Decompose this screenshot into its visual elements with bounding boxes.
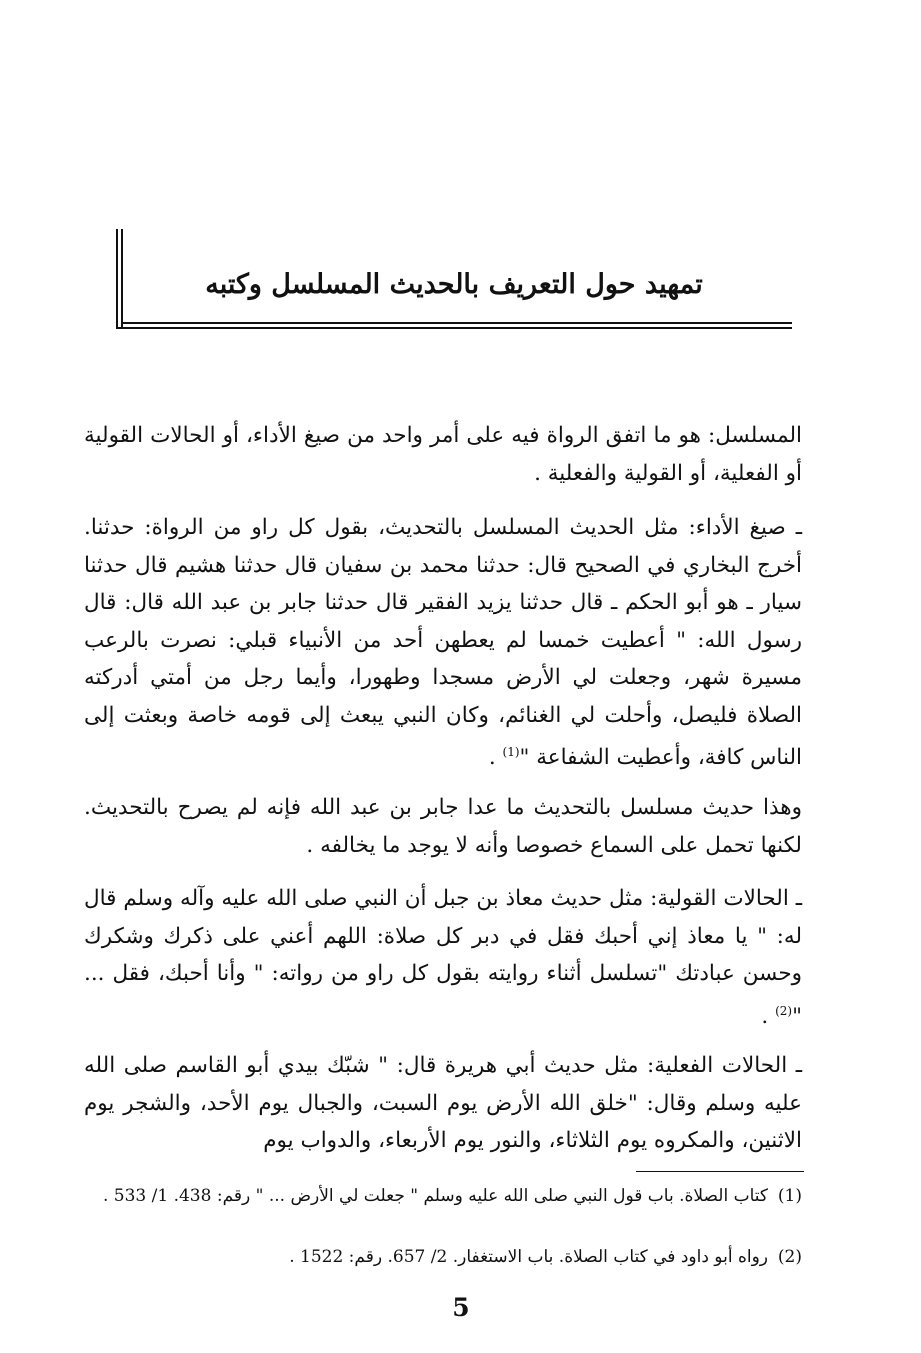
heading-border-bottom-inner xyxy=(121,322,792,324)
paragraph-definition xyxy=(84,417,802,492)
chapter-heading-box xyxy=(116,229,792,329)
footnote-ref-1: (1) xyxy=(502,745,520,759)
heading-border-left-inner xyxy=(121,229,123,329)
heading-border-left-outer xyxy=(116,229,118,329)
footnote-2-number: (2) xyxy=(777,1247,802,1267)
footnote-1-number: (1) xyxy=(777,1186,802,1206)
heading-border-bottom-outer xyxy=(116,327,792,329)
paragraph-forms-of-transmission xyxy=(84,509,802,777)
footnote-1-text: كتاب الصلاة. باب قول النبي صلى الله عليه وسلم " جعلت لي الأرض ... " رقم: 438. 1/ 533 . xyxy=(102,1186,768,1206)
paragraph-action-states xyxy=(84,1047,802,1160)
paragraph-action-text: ـ الحالات الفعلية: مثل حديث أبي هريرة قال: " شبّك بيدي أبو القاسم صلى الله عليه وسلم وقال: "خلق الله الأرض يوم السبت، والجبال يوم الأحد، والشجر يوم الاثنين، والمكروه يوم الثلاثاء، والنور يوم الأربعاء، والدواب يوم xyxy=(84,1053,802,1153)
paragraph-forms-text: ـ صيغ الأداء: مثل الحديث المسلسل بالتحديث، بقول كل راو من الرواة: حدثنا. أخرج البخاري في الصحيح قال: حدثنا محمد بن سفيان قال حدثنا هشيم قال حدثنا سيار ـ هو أبو الحكم ـ قال حدثنا يزيد الفقير قال حدثنا جابر بن عبد الله قال: قال رسول الله: " أعطيت خمسا لم يعطهن أحد من الأنبياء قبلي: نصرت بالرعب مسيرة شهر، وجعلت لي الأرض مسجدا وطهورا، وأيما رجل من أمتي أدركته الصلاة فليصل، وأحلت لي الغنائم، وكان النبي يبعث إلى قومه خاصة وبعثت إلى الناس كافة، وأعطيت الشفاعة " xyxy=(84,515,802,771)
paragraph-verbal-text: ـ الحالات القولية: مثل حديث معاذ بن جبل أن النبي صلى الله عليه وآله وسلم قال له: " يا معاذ إني أحبك فقل في دبر كل صلاة: اللهم أعني على ذكرك وشكرك وحسن عبادتك "تسلسل أثناء روايته بقول كل راو من رواته: " وأنا أحبك، فقل ... " xyxy=(84,886,802,1029)
footnote-1 xyxy=(84,1183,802,1210)
footnote-2 xyxy=(84,1244,802,1271)
paragraph-tahdith-note xyxy=(84,789,802,864)
page-number: 5 xyxy=(452,1293,470,1322)
chapter-title: تمهيد حول التعريف بالحديث المسلسل وكتبه xyxy=(205,269,703,300)
paragraph-verbal-end: . xyxy=(761,1003,776,1029)
paragraph-forms-end: . xyxy=(488,745,503,771)
paragraph-definition-text: المسلسل: هو ما اتفق الرواة فيه على أمر واحد من صيغ الأداء، أو الحالات القولية أو الفعلية، أو القولية والفعلية . xyxy=(84,423,802,486)
paragraph-tahdith-text: وهذا حديث مسلسل بالتحديث ما عدا جابر بن عبد الله فإنه لم يصرح بالتحديث. لكنها تحمل على السماع خصوصا وأنه لا يوجد ما يخالفه . xyxy=(84,795,802,858)
footnote-ref-2: (2) xyxy=(775,1003,793,1018)
footnote-separator xyxy=(636,1171,804,1172)
paragraph-verbal-states xyxy=(84,880,802,1035)
footnote-2-text: رواه أبو داود في كتاب الصلاة. باب الاستغفار. 2/ 657. رقم: 1522 . xyxy=(289,1247,768,1267)
